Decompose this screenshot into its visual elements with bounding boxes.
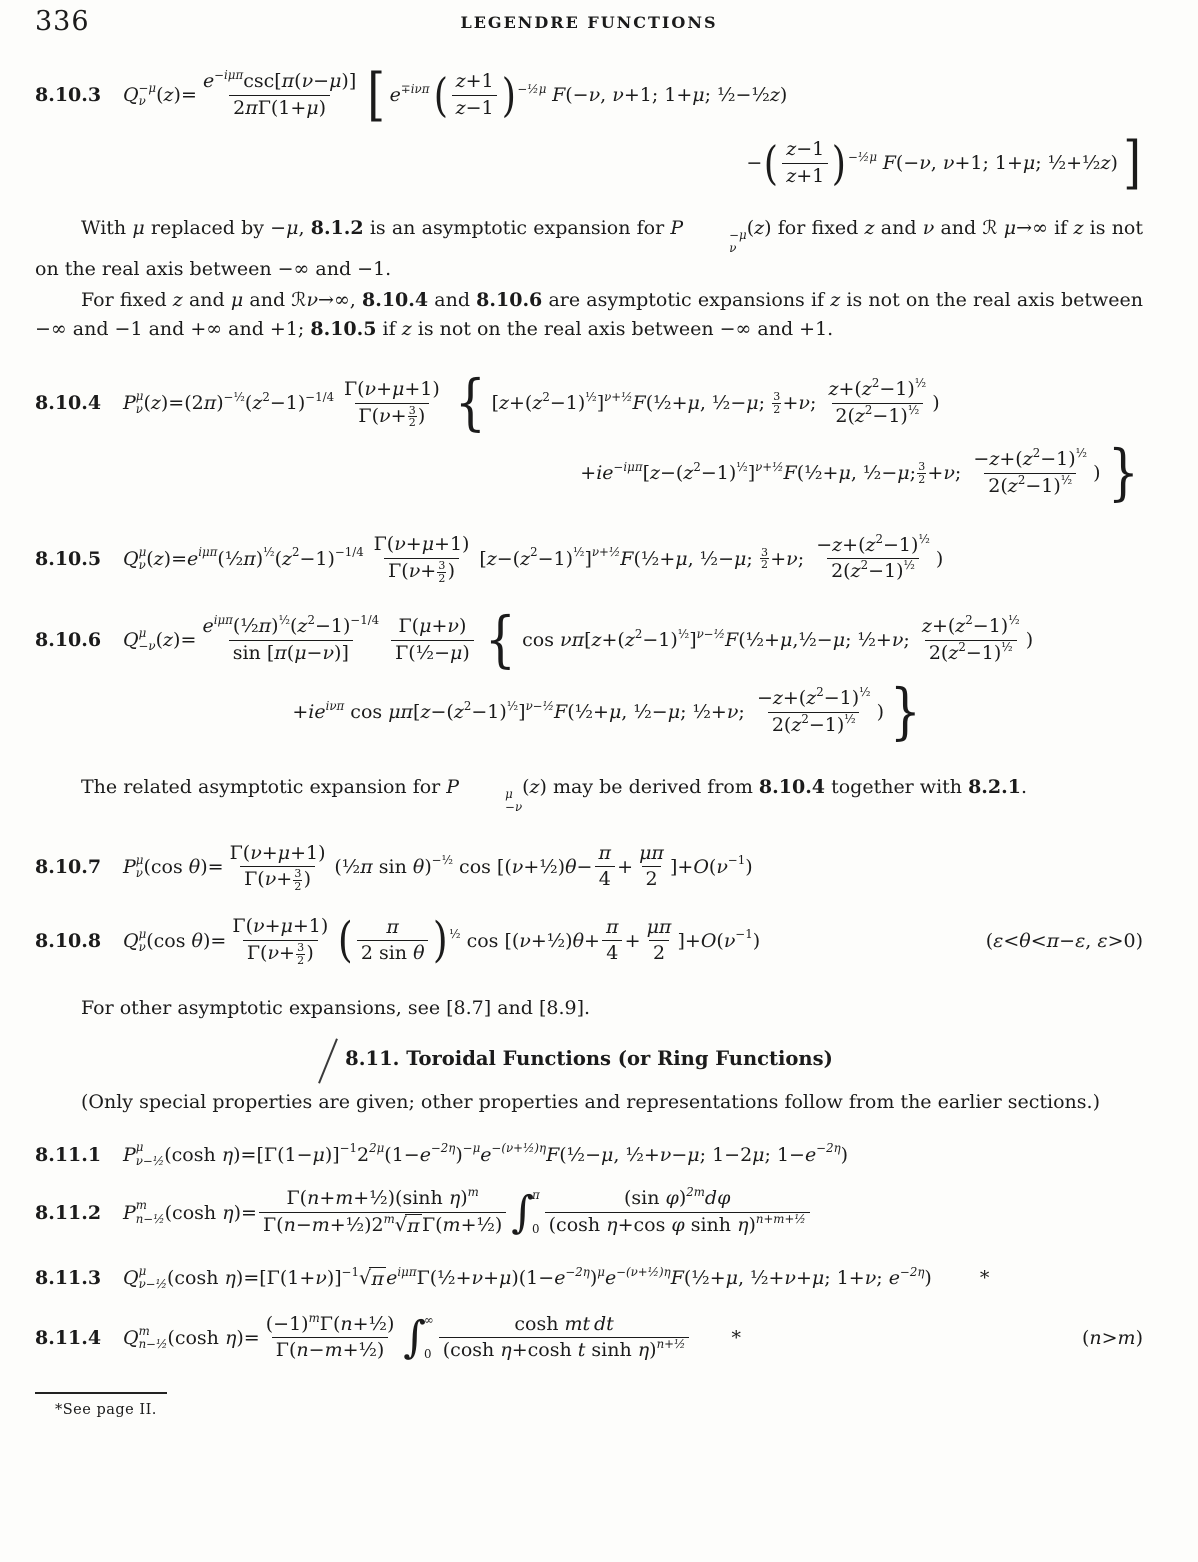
equation-body-8-10-3-line2: − ( z −1 z +1 ) −½μ F (− ν , ν +1; 1+ μ ; ½+½ z ) ] (746, 130, 1141, 196)
equation-8-10-8 (35, 913, 1143, 968)
equation-8-10-4 (35, 368, 1143, 438)
section-heading-8-11 (35, 1047, 1143, 1070)
equation-body-8-10-6: Q μ −ν ( z )= e iμπ (½ π ) ½ ( z 2 −1) −1/4 sin [ π ( μ − ν )] Γ( μ + ν ) Γ(½− μ ) { cos νπ [ z +( z 2 −1) ½ ] ν−½ F (½+ μ ,½− μ ; ½+ ν ; z +( z 2 −1) ½ 2( z 2 −1) ½ ) (123, 605, 1034, 676)
page-number: 336 (35, 6, 90, 37)
equation-body-8-11-3: Q μ ν−½ (cosh η )=[Γ(1+ ν )] −1 √ π e iμπ Γ(½+ ν + μ )(1− e −2η ) μ e −(ν+½)η F (½+ μ , ½+ ν + μ ; 1+ ν ; e −2η ) (123, 1264, 932, 1292)
section-heading-text: 8.11. Toroidal Functions (or Ring Functions) (345, 1047, 833, 1071)
paragraph-related-expansion: The related asymptotic expansion for P μ −ν (z) may be derived from 8.10.4 together with 8.2.1. (81, 776, 1027, 815)
equation-number-8-11-4: 8.11.4 (35, 1326, 102, 1349)
equation-8-10-8-condition: ( ε < θ < π − ε , ε >0) (985, 929, 1143, 952)
equation-8-11-4 (35, 1312, 1143, 1365)
equation-8-10-3 (35, 62, 1143, 128)
equation-8-11-3 (35, 1265, 1143, 1291)
scan-artifact-slash (318, 1039, 338, 1084)
equation-8-11-1 (35, 1141, 1143, 1167)
equation-number-8-10-7: 8.10.7 (35, 855, 102, 878)
equation-body-8-10-4-line2: + ie −iμπ [ z −( z 2 −1) ½ ] ν+½ F (½+ μ , ½− μ ; 3 2 + ν ; − z +( z 2 −1) ½ 2( z 2 −1) ½ ) } (580, 438, 1140, 509)
equation-8-10-6-continuation (35, 677, 1143, 747)
equation-8-11-4-condition: ( n > m ) (1081, 1326, 1143, 1349)
equation-number-8-11-1: 8.11.1 (35, 1143, 102, 1166)
footnote-marker-asterisk: * (731, 1326, 741, 1349)
equation-body-8-10-4: P μ ν ( z )=(2 π ) −½ ( z 2 −1) −1/4 Γ( ν + μ +1) Γ( ν + $\frac{3}{2}$ ) { [ z +( z 2 −1) ½ ] ν+½ F (½+ μ , ½− μ ; 3 2 + ν ; z +( z 2 −1) ½ 2( z 2 −1) ½ ) (123, 368, 940, 439)
equation-8-10-4-continuation (35, 438, 1143, 508)
paragraph-fixed-z-mu: For fixed z and μ and ℛν→∞, 8.10.4 and 8.10.6 are asymptotic expansions if z is not on the real axis between −∞ and −1 and +∞ and +1; 8.10.5 if z is not on the real axis between −∞ and +1. (35, 289, 1143, 341)
equation-8-10-7 (35, 841, 1143, 894)
equation-body-8-10-6-line2: + ie iνπ cos μπ [ z −( z 2 −1) ½ ] ν−½ F (½+ μ , ½− μ ; ½+ ν ; − z +( z 2 −1) ½ 2( z 2 −1) ½ ) } (292, 677, 922, 748)
footnote-marker-asterisk: * (979, 1267, 990, 1290)
equation-8-11-2 (35, 1186, 1143, 1240)
footnote-rule (35, 1392, 167, 1394)
equation-body-8-10-3: Q −μ ν ( z )= e −iμπ csc[ π ( ν − μ )] 2 π Γ(1+ μ ) [ e ∓iνπ ( z +1 z −1 ) −½μ F (− ν , ν +1; 1+ μ ; ½−½ z ) (123, 62, 788, 128)
equation-number-8-10-3: 8.10.3 (35, 84, 102, 106)
running-head: LEGENDRE FUNCTIONS (460, 13, 718, 32)
paragraph-only-special-properties: (Only special properties are given; other properties and representations follow from the earlier sections.) (81, 1091, 1100, 1114)
footnote-text: *See page II. (55, 1402, 157, 1419)
equation-body-8-11-1: P μ ν−½ (cosh η )=[Γ(1− μ )] −1 2 2μ (1− e −2η ) −μ e −(ν+½)η F (½− μ , ½+ ν − μ ; 1−2 μ ; 1− e −2η ) (123, 1140, 849, 1168)
equation-8-10-6 (35, 605, 1143, 675)
paragraph-mu-replaced: With μ replaced by −μ, 8.1.2 is an asymptotic expansion for P −μ ν (z) for fixed z and ν and ℛ μ→∞ if z is not on the real axis between −∞ and −1. (35, 217, 1144, 281)
equation-number-8-11-3: 8.11.3 (35, 1267, 102, 1290)
equation-number-8-10-6: 8.10.6 (35, 629, 102, 652)
paragraph-other-expansions: For other asymptotic expansions, see [8.7] and [8.9]. (81, 997, 591, 1020)
equation-number-8-11-2: 8.11.2 (35, 1201, 102, 1224)
equation-8-10-5 (35, 532, 1143, 585)
page-header (35, 6, 1143, 42)
equation-body-8-10-5: Q μ ν ( z )= e iμπ (½ π ) ½ ( z 2 −1) −1/4 Γ( ν + μ +1) Γ( ν + $\frac{3}{2}$ ) [ z −( z 2 −1) ½ ] ν+½ F (½+ μ , ½− μ ; 3 2 + ν ; − z +( z 2 −1) ½ 2( z 2 −1) ½ ) (123, 531, 944, 585)
equation-body-8-10-8: Q μ ν (cos θ )= Γ( ν + μ +1) Γ( ν + $\frac{3}{2}$ ) ( π 2 sin θ ) ½ cos [( ν +½) θ + $\frac{\pi}{4}$ + $\frac{\mu\pi}{2}$ ]+ O ( ν −1 ) (123, 913, 761, 969)
equation-body-8-10-7: P μ ν (cos θ )= Γ( ν + μ +1) Γ( ν + $\frac{3}{2}$ ) (½ π sin θ ) −½ cos [( ν +½) θ − $\frac{\pi}{4}$ + $\frac{\mu\pi}{2}$ ]+ O ( ν −1 ) (123, 841, 753, 893)
equation-body-8-11-2: P m n−½ (cosh η )= Γ( n + m +½)(sinh η ) m Γ( n − m +½)2 m √ π Γ( m +½) ∫ π 0 (sin φ ) 2m dφ (cosh η +cos φ sinh η ) n+m+½ (123, 1186, 812, 1240)
equation-number-8-10-4: 8.10.4 (35, 392, 102, 415)
equation-number-8-10-5: 8.10.5 (35, 547, 102, 570)
equation-number-8-10-8: 8.10.8 (35, 929, 102, 952)
equation-8-10-3-continuation (35, 130, 1143, 196)
equation-body-8-11-4: Q m n−½ (cosh η )= (−1) m Γ( n +½) Γ( n − m +½) ∫ ∞ 0 cosh mt dt (cosh η +cosh t sinh η ) n+½ (123, 1312, 691, 1365)
